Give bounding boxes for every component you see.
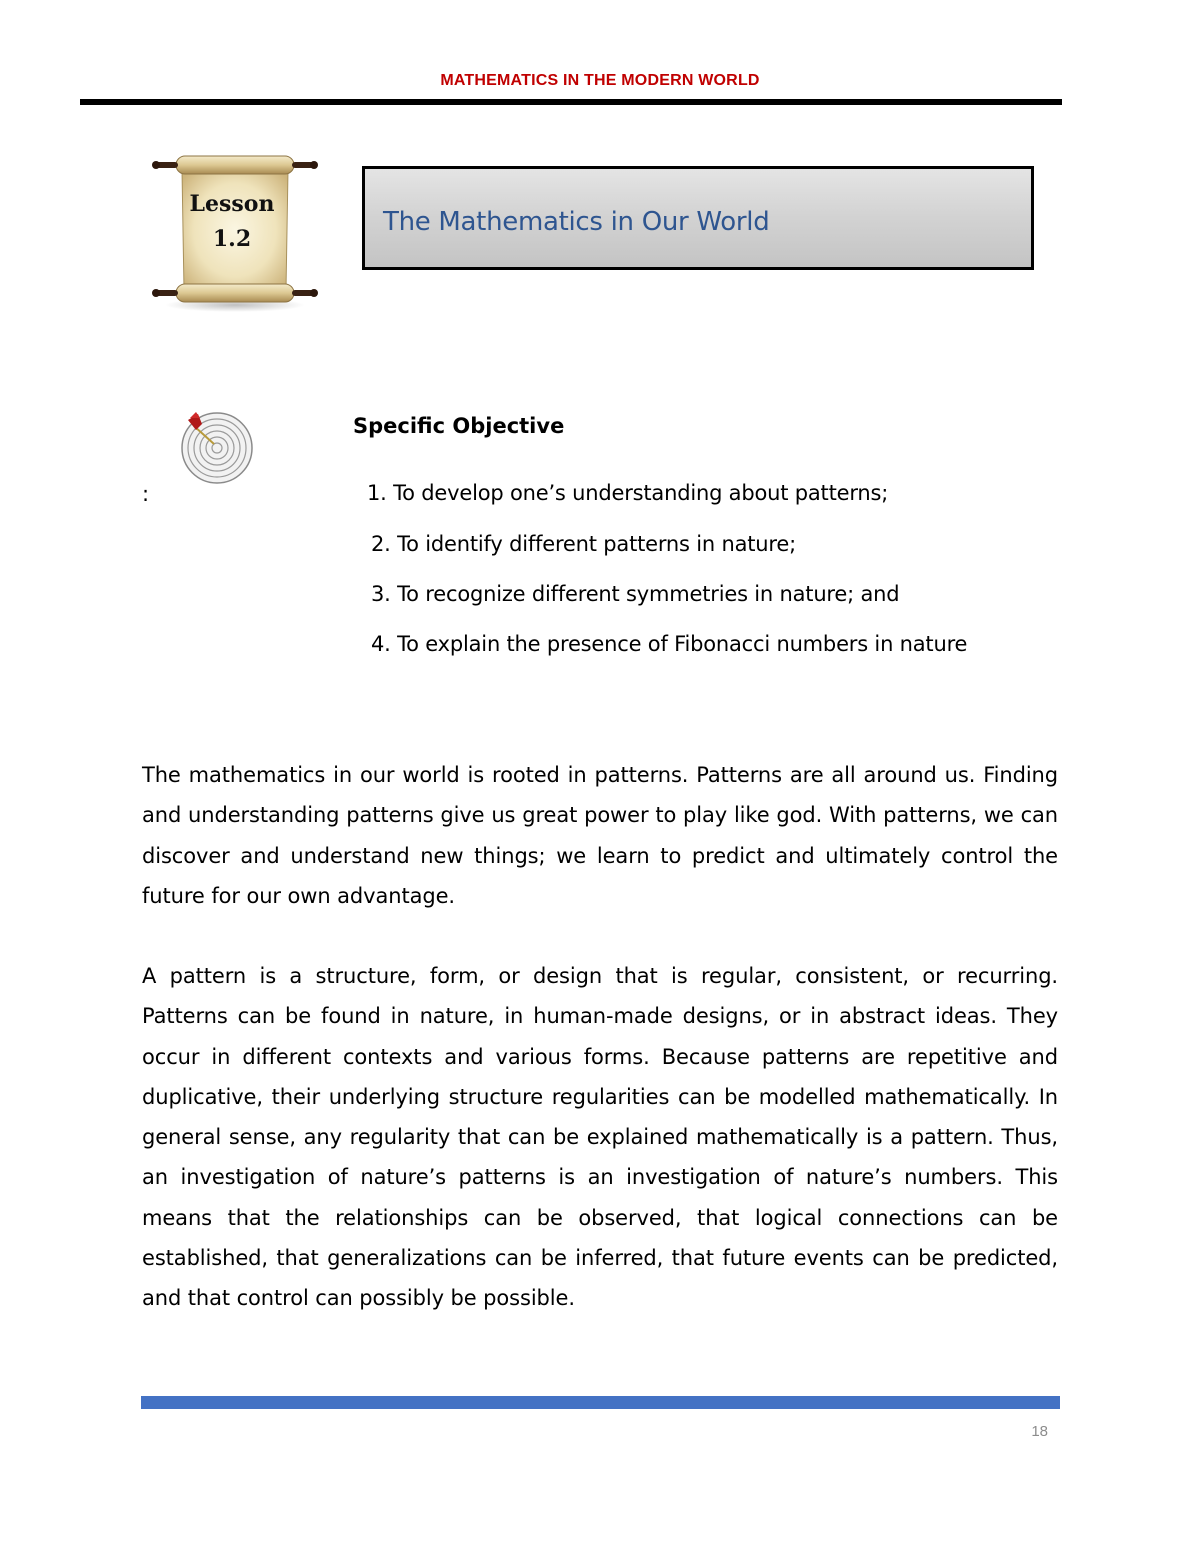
running-header-title: MATHEMATICS IN THE MODERN WORLD [440,72,760,89]
body-paragraph: The mathematics in our world is rooted in patterns. Patterns are all around us. Finding and understanding patterns give us great power to play like god. With patterns, we can discover and understand new things; we learn to predict and ultimately control the future for our own advantage. [142,763,1058,908]
objective-item: 3. To recognize different symmetries in nature; and [371,582,900,606]
lesson-badge-line2: 1.2 [212,226,252,252]
objective-heading: Specific Objective [353,414,565,438]
lesson-title-box [362,166,1034,270]
header-rule [80,99,1062,105]
lesson-badge-line1: Lesson [189,191,275,217]
scroll-icon [150,148,320,318]
target-icon [178,408,256,486]
footer-bar [141,1396,1060,1409]
page-number: 18 [1031,1423,1048,1440]
objective-item: 1. To develop one’s understanding about patterns; [367,481,889,505]
objective-item: 4. To explain the presence of Fibonacci numbers in nature [371,632,968,656]
objective-item: 2. To identify different patterns in nature; [371,532,796,556]
lesson-title: The Mathematics in Our World [383,207,770,237]
objective-colon: : [142,482,150,506]
body-paragraph: A pattern is a structure, form, or design that is regular, consistent, or recurring. Patterns can be found in nature, in human-made designs, or in abstract ideas. They occur in different contexts and various forms. Because patterns are repetitive and duplicative, their underlying structure regularities can be modelled mathematically. In general sense, any regularity that can be explained mathematically is a pattern. Thus, an investigation of nature’s patterns is an investigation of nature’s numbers. This means that the relationships can be observed, that logical connections can be established, that generalizations can be inferred, that future events can be predicted, and that control can possibly be possible. [142,964,1058,1311]
